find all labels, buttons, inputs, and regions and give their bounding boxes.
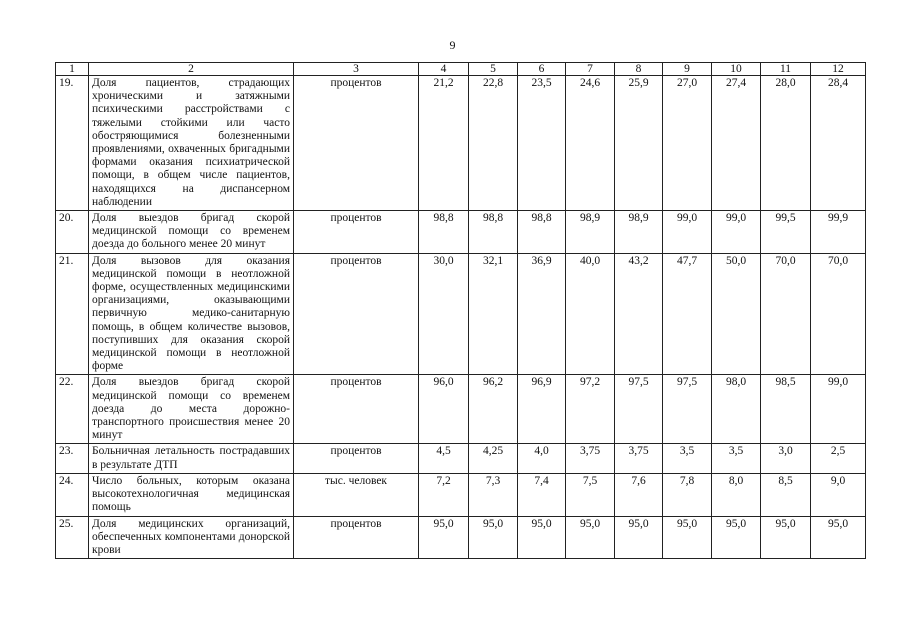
value-cell: 21,2 [419, 76, 469, 211]
value-cell: 8,0 [712, 473, 761, 516]
indicator-name: Число больных, которым оказана высокотехнологичная медицинская помощь [89, 473, 294, 516]
unit: процентов [294, 375, 419, 444]
value-cell: 3,5 [712, 444, 761, 473]
value-cell: 95,0 [712, 516, 761, 559]
value-cell: 97,5 [663, 375, 712, 444]
table-row [56, 211, 866, 254]
table-row [56, 444, 866, 473]
unit: процентов [294, 211, 419, 254]
value-cell: 3,5 [663, 444, 712, 473]
indicator-name: Доля пациентов, страдающих хроническими и затяжными психическими расстройствами с тяжелыми стойкими или часто обостряющимися болезненными проявлениями, охваченных бригадными формами оказания психиатрической помощи, в общем числе пациентов, находящихся на диспансерном наблюдении [89, 76, 294, 211]
unit: процентов [294, 516, 419, 559]
value-cell: 7,5 [566, 473, 615, 516]
value-cell: 27,4 [712, 76, 761, 211]
value-cell: 27,0 [663, 76, 712, 211]
value-cell: 95,0 [761, 516, 811, 559]
table-header [56, 63, 866, 76]
value-cell: 7,4 [518, 473, 566, 516]
indicators-table [55, 62, 866, 559]
value-cell: 9,0 [811, 473, 866, 516]
value-cell: 96,0 [419, 375, 469, 444]
value-cell: 95,0 [811, 516, 866, 559]
unit: процентов [294, 444, 419, 473]
indicator-name: Больничная летальность пострадавших в результате ДТП [89, 444, 294, 473]
value-cell: 95,0 [615, 516, 663, 559]
row-number: 23. [56, 444, 89, 473]
value-cell: 96,2 [469, 375, 518, 444]
value-cell: 98,8 [419, 211, 469, 254]
column-header: 2 [89, 63, 294, 76]
value-cell: 95,0 [419, 516, 469, 559]
value-cell: 50,0 [712, 253, 761, 375]
table-row [56, 516, 866, 559]
value-cell: 3,75 [615, 444, 663, 473]
header-row [56, 63, 866, 76]
indicator-name: Доля медицинских организаций, обеспеченных компонентами донорской крови [89, 516, 294, 559]
unit: процентов [294, 76, 419, 211]
column-header: 11 [761, 63, 811, 76]
value-cell: 3,75 [566, 444, 615, 473]
value-cell: 2,5 [811, 444, 866, 473]
value-cell: 7,8 [663, 473, 712, 516]
row-number: 22. [56, 375, 89, 444]
value-cell: 40,0 [566, 253, 615, 375]
column-header: 6 [518, 63, 566, 76]
table-row [56, 375, 866, 444]
value-cell: 95,0 [663, 516, 712, 559]
value-cell: 30,0 [419, 253, 469, 375]
column-header: 7 [566, 63, 615, 76]
value-cell: 3,0 [761, 444, 811, 473]
indicator-name: Доля выездов бригад скорой медицинской помощи со временем доезда до больного менее 20 минут [89, 211, 294, 254]
value-cell: 28,4 [811, 76, 866, 211]
column-header: 8 [615, 63, 663, 76]
value-cell: 70,0 [761, 253, 811, 375]
value-cell: 99,0 [712, 211, 761, 254]
column-header: 12 [811, 63, 866, 76]
value-cell: 22,8 [469, 76, 518, 211]
column-header: 9 [663, 63, 712, 76]
page-number: 9 [449, 38, 456, 52]
value-cell: 98,9 [615, 211, 663, 254]
value-cell: 4,5 [419, 444, 469, 473]
value-cell: 7,2 [419, 473, 469, 516]
table-row [56, 76, 866, 211]
column-header: 4 [419, 63, 469, 76]
value-cell: 23,5 [518, 76, 566, 211]
value-cell: 7,3 [469, 473, 518, 516]
column-header: 1 [56, 63, 89, 76]
value-cell: 36,9 [518, 253, 566, 375]
unit: тыс. человек [294, 473, 419, 516]
indicator-name: Доля выездов бригад скорой медицинской помощи со временем доезда до места дорожно-транспортного происшествия менее 20 минут [89, 375, 294, 444]
value-cell: 95,0 [518, 516, 566, 559]
value-cell: 24,6 [566, 76, 615, 211]
value-cell: 8,5 [761, 473, 811, 516]
indicator-name: Доля вызовов для оказания медицинской помощи в неотложной форме, осуществленных медицинскими организациями, оказывающими первичную медико-санитарную помощь, в общем количестве вызовов, поступивших для оказания скорой медицинской помощи в неотложной форме [89, 253, 294, 375]
value-cell: 98,9 [566, 211, 615, 254]
value-cell: 4,0 [518, 444, 566, 473]
table-row [56, 473, 866, 516]
row-number: 21. [56, 253, 89, 375]
value-cell: 47,7 [663, 253, 712, 375]
value-cell: 97,5 [615, 375, 663, 444]
column-header: 5 [469, 63, 518, 76]
row-number: 20. [56, 211, 89, 254]
row-number: 19. [56, 76, 89, 211]
value-cell: 96,9 [518, 375, 566, 444]
column-header: 10 [712, 63, 761, 76]
value-cell: 99,0 [663, 211, 712, 254]
row-number: 25. [56, 516, 89, 559]
value-cell: 7,6 [615, 473, 663, 516]
value-cell: 99,9 [811, 211, 866, 254]
value-cell: 95,0 [469, 516, 518, 559]
column-header: 3 [294, 63, 419, 76]
value-cell: 98,5 [761, 375, 811, 444]
value-cell: 99,0 [811, 375, 866, 444]
value-cell: 98,8 [518, 211, 566, 254]
value-cell: 70,0 [811, 253, 866, 375]
value-cell: 98,0 [712, 375, 761, 444]
value-cell: 25,9 [615, 76, 663, 211]
value-cell: 32,1 [469, 253, 518, 375]
value-cell: 98,8 [469, 211, 518, 254]
unit: процентов [294, 253, 419, 375]
value-cell: 4,25 [469, 444, 518, 473]
row-number: 24. [56, 473, 89, 516]
value-cell: 28,0 [761, 76, 811, 211]
value-cell: 99,5 [761, 211, 811, 254]
table-row [56, 253, 866, 375]
value-cell: 97,2 [566, 375, 615, 444]
value-cell: 95,0 [566, 516, 615, 559]
value-cell: 43,2 [615, 253, 663, 375]
